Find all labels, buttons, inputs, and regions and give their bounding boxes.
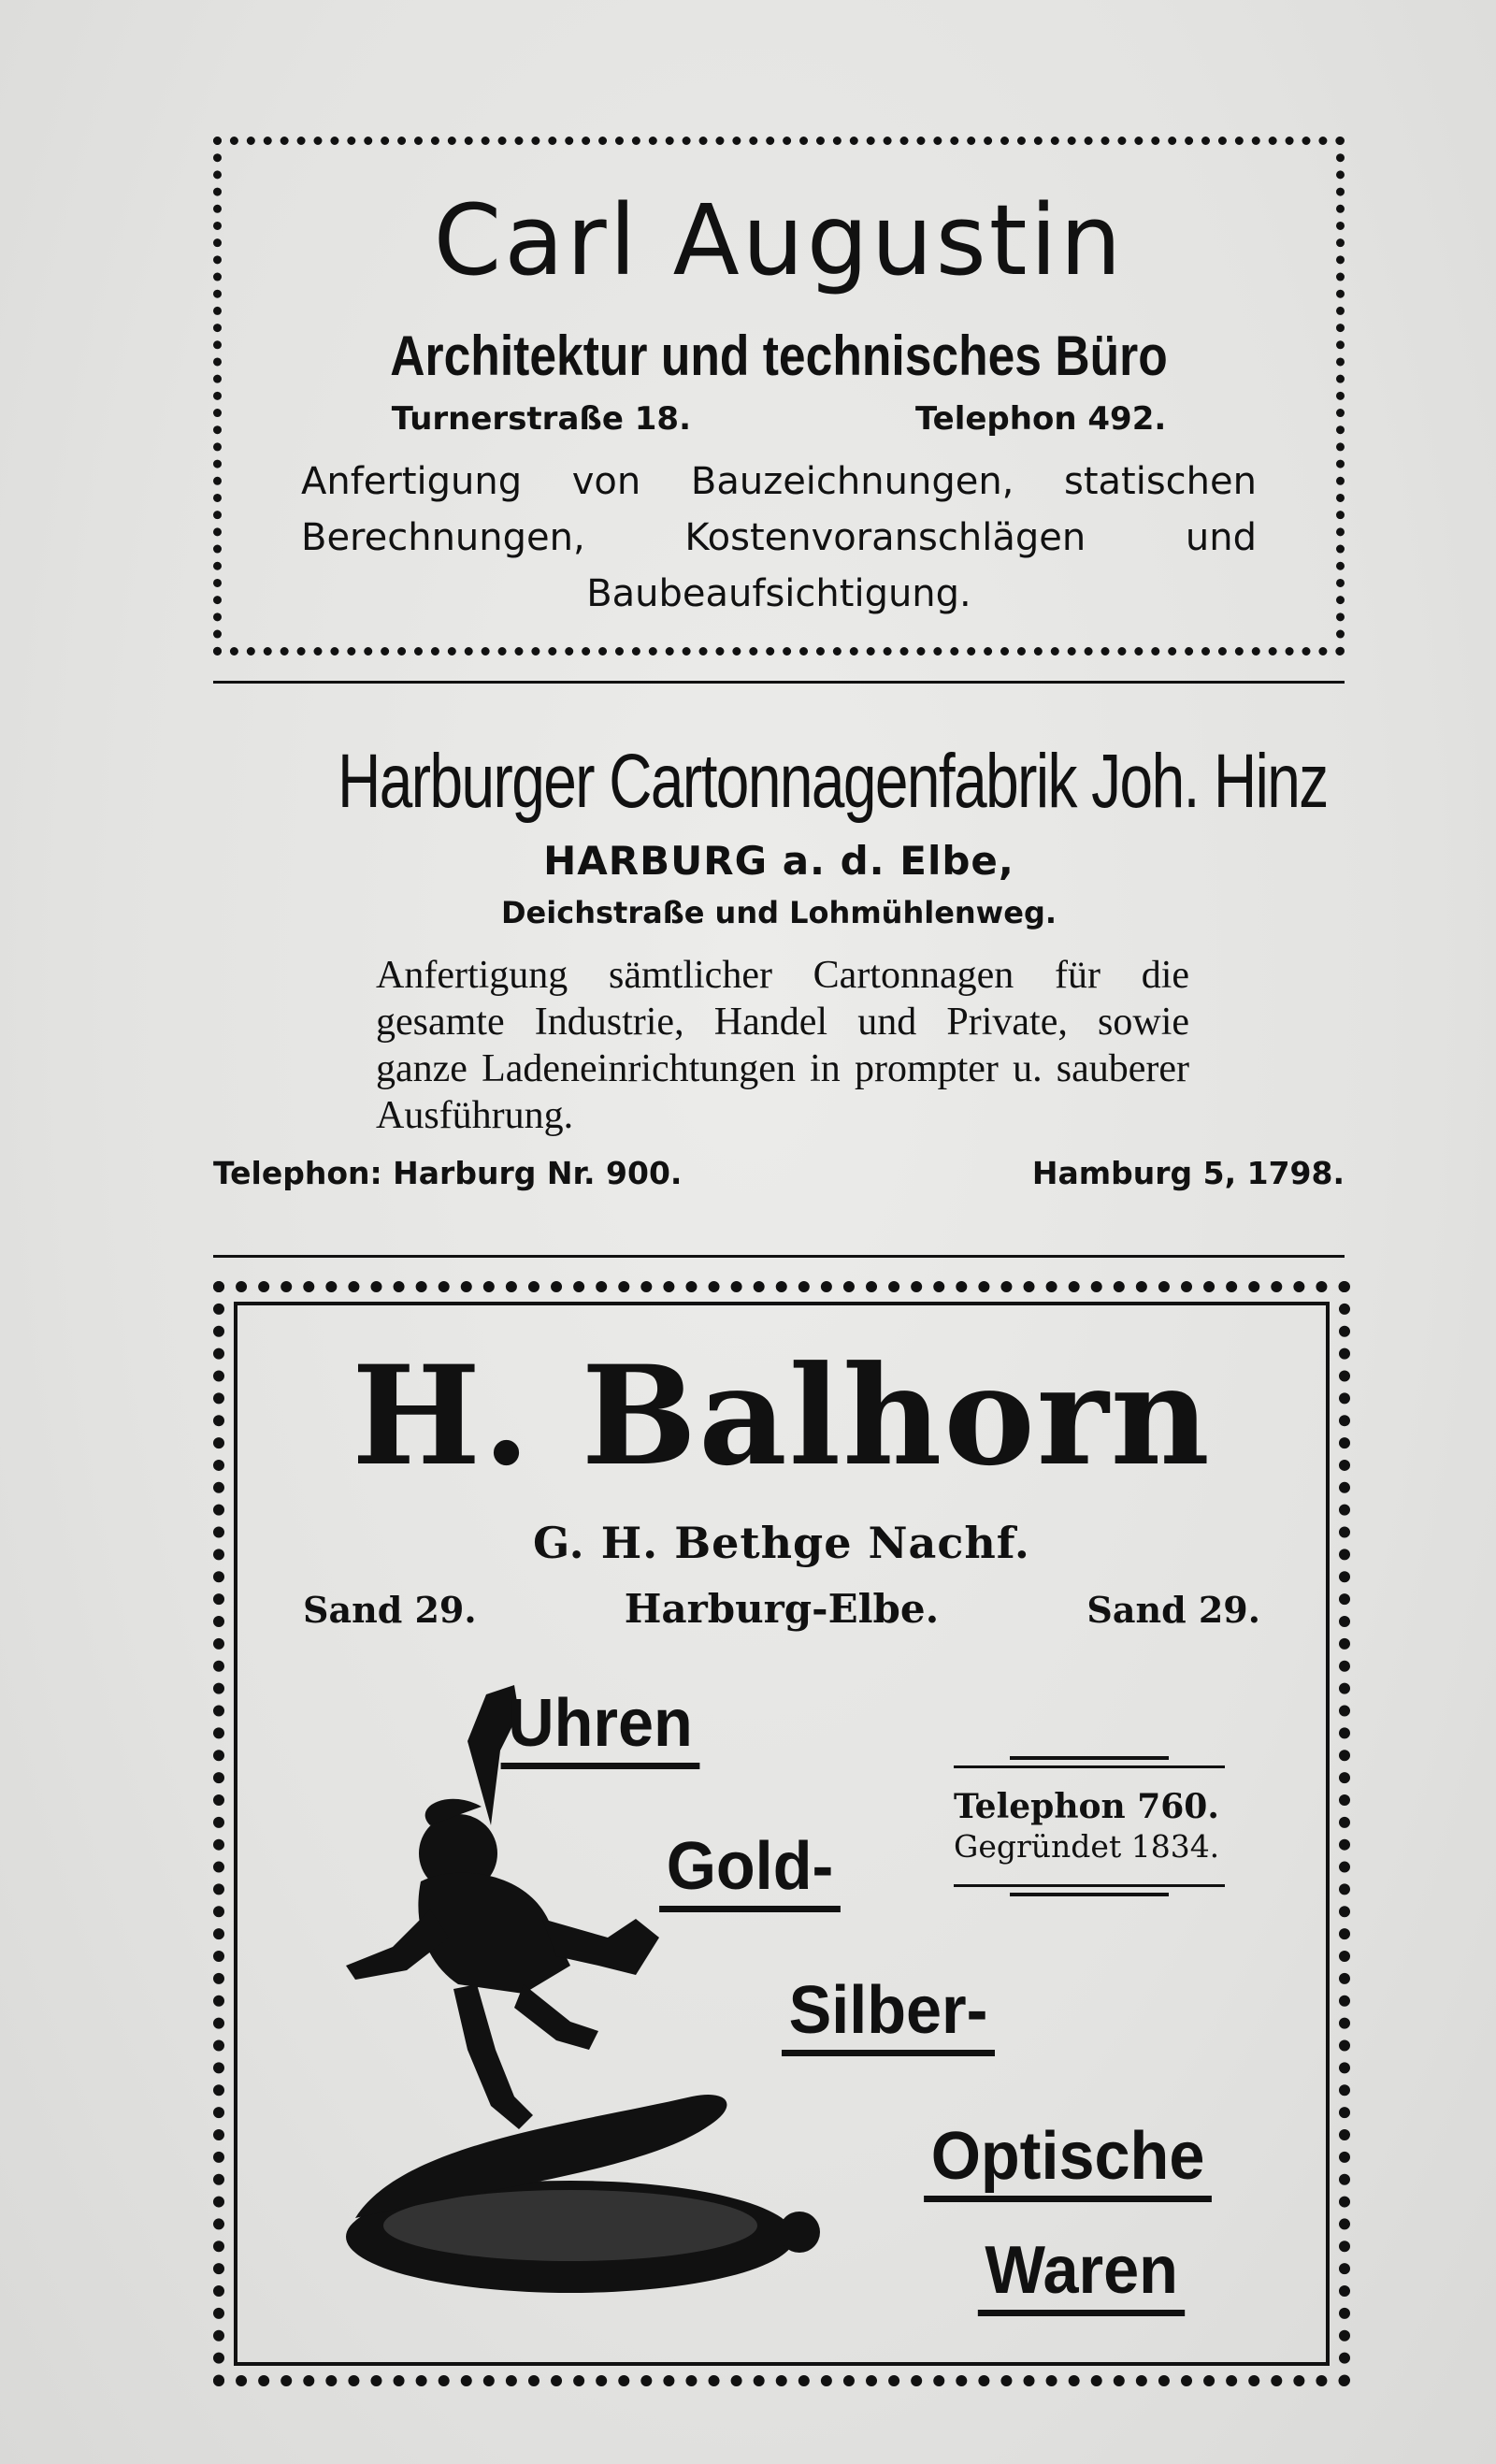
address-right: Sand 29. <box>1086 1589 1260 1631</box>
divider <box>213 1255 1345 1258</box>
phone-number: Telephon 492. <box>914 400 1167 438</box>
decorative-rule <box>954 1765 1225 1768</box>
phone-founded-box <box>954 1751 1225 1896</box>
ware-silber: Silber- <box>782 1977 995 2056</box>
ad-description: Anfertigung von Bauzeichnungen, statischen Berechnungen, Kostenvoranschlägen und Baubeaufsichtigung. <box>301 460 1257 615</box>
decorative-rule <box>954 1884 1225 1887</box>
ad-successor: G. H. Bethge Nachf. <box>533 1518 1030 1568</box>
divider <box>213 681 1345 684</box>
ad-h-balhorn <box>213 1281 1350 2386</box>
decorative-rule <box>1010 1756 1169 1760</box>
phone-number: Telephon 760. <box>954 1787 1219 1826</box>
address-city: Harburg-Elbe. <box>624 1586 940 1632</box>
street-address: Deichstraße und Lohmühlenweg. <box>500 895 1057 930</box>
decorative-rule <box>1010 1893 1169 1896</box>
ware-uhren: Uhren <box>501 1690 700 1769</box>
ad-title: Harburger Cartonnagenfabrik Joh. Hinz <box>338 739 1328 824</box>
ad-address-row <box>222 400 1336 438</box>
ad-title: Carl Augustin <box>433 183 1125 297</box>
founded-year: Gegründet 1834. <box>954 1828 1220 1866</box>
ad-city: HARBURG a. d. Elbe, <box>543 838 1014 884</box>
ware-optische: Optische <box>924 2123 1212 2202</box>
ad-description: Anfertigung sämtlicher Cartonnagen für die gesamte Industrie, Handel und Private, sowie ganze Ladeneinrichtungen in prompter u. sauberer Ausführung. <box>376 954 1189 1137</box>
ad-address-row <box>303 1586 1260 1632</box>
ad-carl-augustin <box>213 137 1345 656</box>
ad-subtitle: Architektur und technisches Büro <box>390 324 1168 387</box>
ad-phone-row <box>213 1155 1345 1191</box>
phone-hamburg: Hamburg 5, 1798. <box>1031 1155 1345 1191</box>
phone-harburg: Telephon: Harburg Nr. 900. <box>213 1155 683 1191</box>
street-address: Turnerstraße 18. <box>391 400 691 438</box>
address-left: Sand 29. <box>303 1589 477 1631</box>
ware-waren: Waren <box>978 2237 1186 2316</box>
ad-title: H. Balhorn <box>352 1336 1212 1496</box>
ware-gold: Gold- <box>659 1833 841 1912</box>
